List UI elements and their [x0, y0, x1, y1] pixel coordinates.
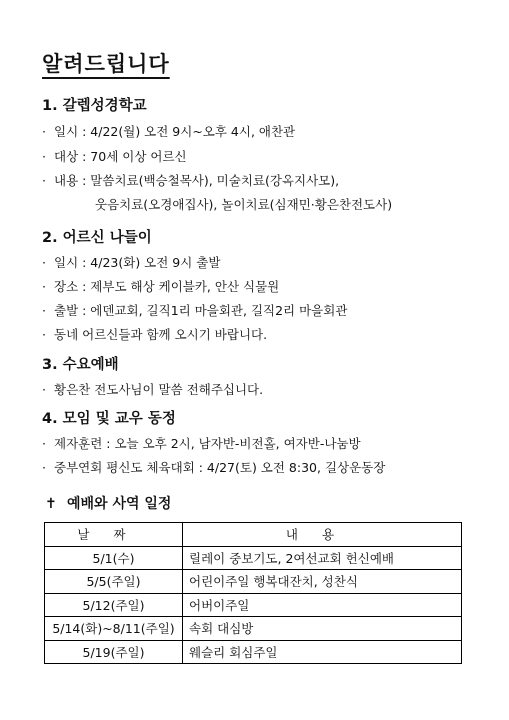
table-header-row	[45, 523, 462, 547]
list-item: · 장소 : 제부도 해상 케이블카, 안산 식물원	[42, 279, 280, 294]
page-title: 알려드립니다	[42, 52, 170, 76]
bullet-icon: ·	[42, 436, 46, 451]
section-heading-wednesday-service: 3. 수요예배	[42, 357, 119, 373]
bullet-icon: ·	[42, 382, 46, 397]
list-item: · 내용 : 말씀치료(백승철목사), 미술치료(강옥지사모),	[42, 173, 340, 188]
section-heading-meetings: 4. 모임 및 교우 동정	[42, 411, 176, 427]
bullet-icon: ·	[42, 279, 46, 294]
bullet-icon: ·	[42, 149, 46, 164]
table-row	[45, 593, 462, 617]
table-row	[45, 546, 462, 570]
list-item: · 중부연회 평신도 체육대회 : 4/27(토) 오전 8:30, 길상운동장	[42, 460, 386, 475]
schedule-content: 릴레이 중보기도, 2여선교회 헌신예배	[183, 546, 462, 570]
bullet-icon: ·	[42, 124, 46, 139]
schedule-table	[44, 522, 462, 664]
cross-icon: ✝	[45, 496, 57, 512]
list-item: · 일시 : 4/22(월) 오전 9시~오후 4시, 애찬관	[42, 124, 296, 139]
list-item: · 일시 : 4/23(화) 오전 9시 출발	[42, 255, 221, 270]
schedule-date: 5/1(수)	[45, 546, 183, 570]
list-item: · 제자훈련 : 오늘 오후 2시, 남자반-비전홀, 여자반-나눔방	[42, 436, 361, 451]
bullet-icon: ·	[42, 327, 46, 342]
schedule-content: 웨슬리 회심주일	[183, 640, 462, 664]
list-item: · 동네 어르신들과 함께 오시기 바랍니다.	[42, 327, 268, 342]
bullet-icon: ·	[42, 173, 46, 188]
schedule-date: 5/5(주일)	[45, 570, 183, 594]
schedule-content: 속회 대심방	[183, 617, 462, 641]
column-header-content: 내용	[183, 523, 462, 547]
bullet-icon: ·	[42, 460, 46, 475]
section-heading-outing: 2. 어르신 나들이	[42, 230, 152, 246]
table-row	[45, 617, 462, 641]
list-item: · 출발 : 에덴교회, 길직1리 마을회관, 길직2리 마을회관	[42, 303, 348, 318]
table-row	[45, 570, 462, 594]
list-item-continuation: 웃음치료(오경애집사), 놀이치료(심재민·황은찬전도사)	[95, 197, 393, 212]
list-item: · 대상 : 70세 이상 어르신	[42, 149, 187, 164]
schedule-date: 5/12(주일)	[45, 593, 183, 617]
table-row	[45, 640, 462, 664]
schedule-content: 어린이주일 행복대잔치, 성찬식	[183, 570, 462, 594]
column-header-date: 날짜	[45, 523, 183, 547]
schedule-date: 5/14(화)~8/11(주일)	[45, 617, 183, 641]
section-heading-bible-school: 1. 갈렙성경학교	[42, 98, 147, 114]
bullet-icon: ·	[42, 255, 46, 270]
schedule-date: 5/19(주일)	[45, 640, 183, 664]
schedule-content: 어버이주일	[183, 593, 462, 617]
bullet-icon: ·	[42, 303, 46, 318]
list-item: · 황은찬 전도사님이 말씀 전해주십니다.	[42, 382, 264, 397]
schedule-heading: ✝ 예배와 사역 일정	[45, 496, 172, 512]
